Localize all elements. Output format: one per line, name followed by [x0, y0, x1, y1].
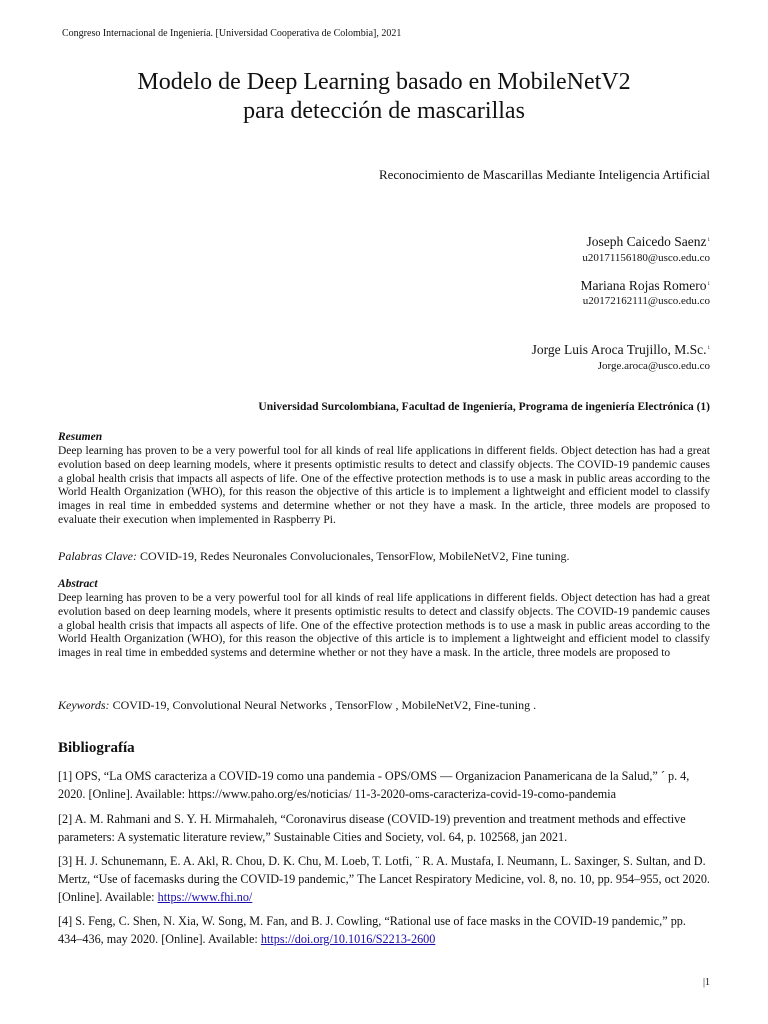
author-affiliation-mark: 1 [707, 237, 710, 243]
reference-1 [58, 767, 710, 803]
author-2-name [581, 278, 710, 294]
author-3-email: Jorge.aroca@usco.edu.co [597, 360, 710, 372]
reference-link[interactable]: https://www.fhi.no/ [157, 890, 253, 904]
reference-text: [4] S. Feng, C. Shen, N. Xia, W. Song, M. Fan, and B. J. Cowling, “Rational use of face masks in the COVID-19 pandemic,” pp. 434–436, may 2020. [Online]. Available: [58, 914, 686, 946]
author-1-email: u20171156180@usco.edu.co [582, 252, 710, 264]
page-number: |1 [702, 977, 710, 988]
author-3-name [532, 342, 710, 358]
reference-2 [58, 810, 710, 846]
palabras-clave-text: COVID-19, Redes Neuronales Convolucionales, TensorFlow, MobileNetV2, Fine tuning. [137, 549, 570, 563]
keywords-label: Keywords: [58, 698, 110, 712]
paper-subtitle: Reconocimiento de Mascarillas Mediante Inteligencia Artificial [378, 167, 710, 182]
abstract-heading: Abstract [58, 578, 98, 590]
palabras-clave [58, 549, 569, 564]
palabras-clave-label: Palabras Clave: [58, 549, 137, 563]
abstract-text: Deep learning has proven to be a very powerful tool for all kinds of real life applications in different fields. Object detection has had a great evolution based on deep learning models, where it presents optimistic results to detect and classify objects. The COVID-19 pandemic causes a global health crisis that impacts all aspects of life. One of the effective protection methods is to use a mask in public areas according to the World Health Organization (WHO), for this reason the objective of this article is to implement a lightweight and efficient model to classify images in real time in embedded systems and determine whether or not they have a mask. In the article, three models are proposed to [58, 592, 710, 660]
author-name-text: Joseph Caicedo Saenz [586, 234, 707, 249]
keywords [58, 698, 536, 713]
title-line-1: Modelo de Deep Learning basado en MobileNetV2 [137, 69, 631, 95]
author-affiliation-mark: 1 [707, 345, 710, 351]
conference-header: Congreso Internacional de Ingeniería. [Universidad Cooperativa de Colombia], 2021 [62, 28, 402, 39]
author-affiliation-mark: 1 [707, 281, 710, 287]
resumen-text: Deep learning has proven to be a very powerful tool for all kinds of real life applications in different fields. Object detection has had a great evolution based on deep learning models, where it presents optimistic results to detect and classify objects. The COVID-19 pandemic causes a global health crisis that impacts all aspects of life. One of the effective protection methods is to use a mask in public areas according to the World Health Organization (WHO), for this reason the objective of this article is to implement a lightweight and efficient model to classify images in real time in embedded systems and determine whether or not they have a mask. In the article, three models are proposed to evaluate their execution when implemented in Raspberry Pi. [58, 445, 710, 526]
reference-text: [1] OPS, “La OMS caracteriza a COVID-19 como una pandemia - OPS/OMS — Organizacion Panamericana de la Salud,” ´ p. 4, 2020. [Online]. Available: https://www.paho.org/es/noticias/ 11-3-2020-oms-caracteriza-covid-19-como-pandemia [58, 769, 690, 801]
keywords-text: COVID-19, Convolutional Neural Networks , TensorFlow , MobileNetV2, Fine-tuning . [109, 698, 537, 712]
reference-4 [58, 912, 710, 948]
reference-3 [58, 852, 710, 906]
affiliation: Universidad Surcolombiana, Facultad de Ingeniería, Programa de ingeniería Electrónica (1) [258, 401, 710, 413]
bibliografia-heading: Bibliografía [58, 740, 135, 756]
reference-text: [3] H. J. Schunemann, E. A. Akl, R. Chou, D. K. Chu, M. Loeb, T. Lotfi, ¨ R. A. Mustafa, I. Neumann, L. Saxinger, S. Sultan, and D. Mertz, “Use of facemasks during the COVID-19 pandemic,” The Lancet Respiratory Medicine, vol. 8, no. 10, pp. 954–955, oct 2020. [Online]. Available: [58, 854, 710, 904]
reference-link[interactable]: https://doi.org/10.1016/S2213-2600 [260, 932, 436, 946]
author-name-text: Mariana Rojas Romero [580, 278, 707, 293]
paper-title [0, 68, 768, 126]
resumen-heading: Resumen [58, 431, 103, 443]
title-line-2: para detección de mascarillas [243, 98, 525, 124]
author-name-text: Jorge Luis Aroca Trujillo, M.Sc. [531, 342, 707, 357]
reference-text: [2] A. M. Rahmani and S. Y. H. Mirmahaleh, “Coronavirus disease (COVID-19) prevention and treatment methods and effective parameters: A systematic literature review,” Sustainable Cities and Society, vol. 64, p. 102568, jan 2021. [58, 812, 686, 844]
author-1-name [587, 234, 710, 250]
author-2-email: u20172162111@usco.edu.co [582, 295, 710, 307]
